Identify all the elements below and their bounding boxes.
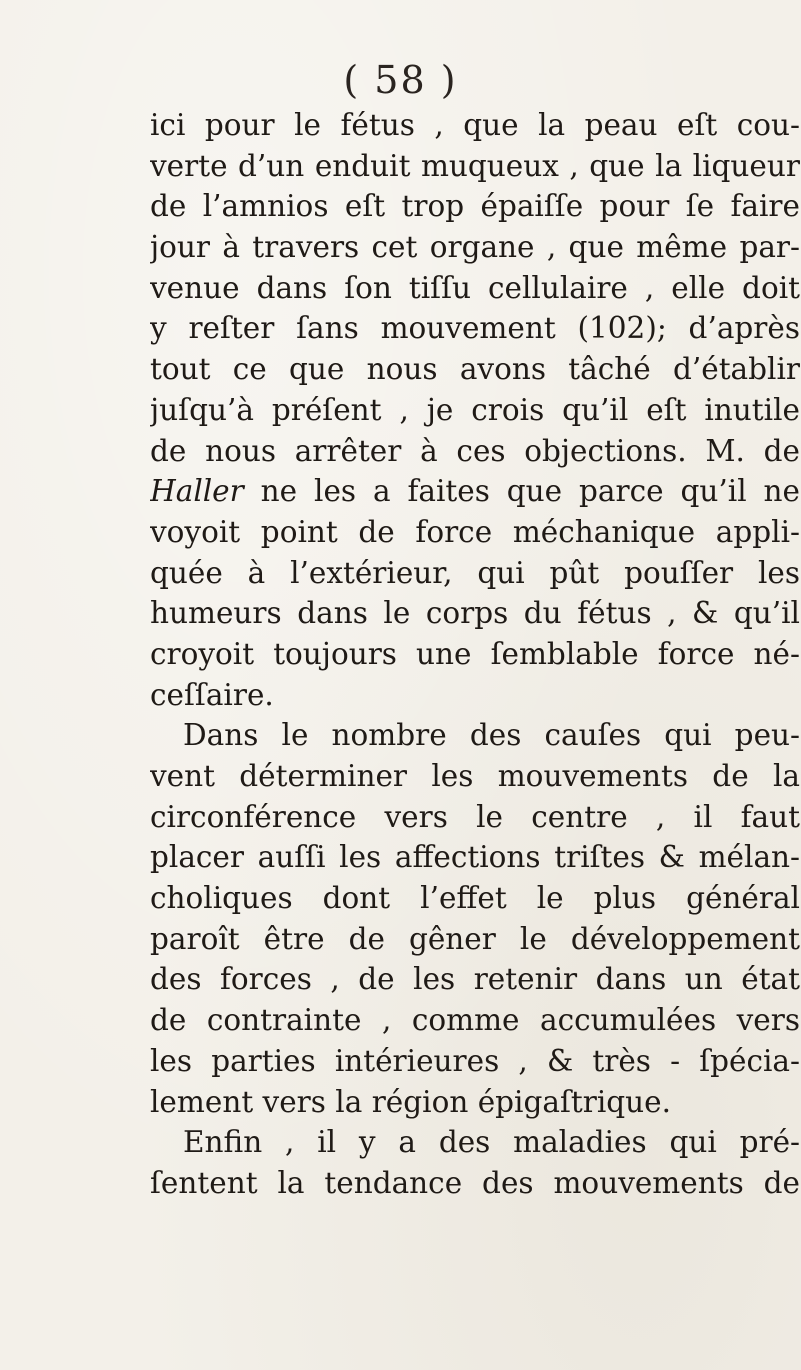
italic-name: Haller	[150, 474, 244, 509]
text-line: de contrainte , comme accumulées vers	[150, 1003, 800, 1038]
text-line: paroît être de gêner le développement	[150, 921, 800, 956]
text-line: y reſter ſans mouvement (102); d’après	[150, 311, 800, 346]
text-line: jour à travers cet organe , que même par-	[150, 230, 800, 265]
text-line: de l’amnios eſt trop épaiſſe pour ſe faire	[150, 189, 800, 224]
text-line: juſqu’à préſent , je crois qu’il eſt inutile	[150, 392, 800, 427]
body-text	[150, 105, 800, 1204]
text-line: quée à l’extérieur, qui pût pouſſer les	[150, 555, 800, 590]
text-line	[150, 471, 800, 512]
text-line: les parties intérieures , & très - ſpécia-	[150, 1043, 800, 1078]
text-line: ſentent la tendance des mouvements de	[150, 1165, 800, 1200]
text-line: verte d’un enduit muqueux , que la liqueur	[150, 148, 800, 183]
text-line: ici pour le fétus , que la peau eſt cou-	[150, 108, 800, 142]
text-line: lement vers la région épigaſtrique.	[150, 1084, 671, 1119]
text-line: vent déterminer les mouvements de la	[150, 759, 800, 793]
text-line: tout ce que nous avons tâché d’établir	[150, 352, 800, 387]
page-number: ( 58 )	[343, 58, 458, 102]
text-line: voyoit point de force méchanique appli-	[150, 514, 800, 549]
text-line: ceſſaire.	[150, 677, 274, 712]
text-line: choliques dont l’effet le plus général	[150, 881, 800, 916]
text-fragment: ne les a faites que parce qu’il ne	[243, 474, 800, 509]
text-line: venue dans ſon tiſſu cellulaire , elle doit	[150, 270, 800, 305]
text-line: Enfin , il y a des maladies qui pré-	[183, 1125, 800, 1160]
text-line: circonférence vers le centre , il faut	[150, 799, 800, 834]
text-line: des forces , de les retenir dans un état	[150, 962, 800, 997]
text-line: placer auſſi les affections triſtes & mélan-	[150, 840, 800, 875]
text-line: humeurs dans le corps du fétus , & qu’il	[150, 596, 800, 631]
text-line: croyoit toujours une ſemblable force né-	[150, 636, 800, 671]
text-line: de nous arrêter à ces objections. M. de	[150, 433, 800, 468]
text-line: Dans le nombre des cauſes qui peu-	[183, 718, 800, 753]
